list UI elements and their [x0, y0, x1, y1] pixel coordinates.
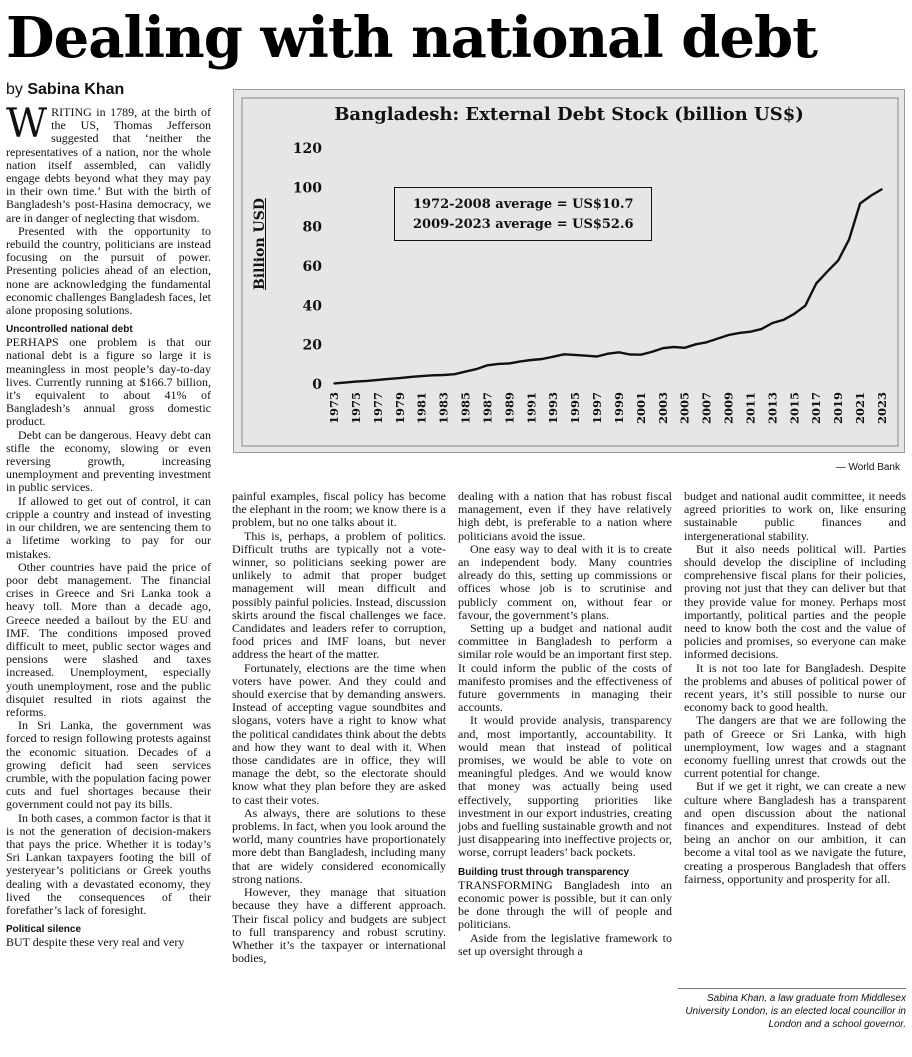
data-point: [487, 365, 489, 367]
annotation-line-1: 1972-2008 average = US$10.7: [413, 197, 634, 212]
data-point: [333, 383, 335, 385]
chart-source: — World Bank: [835, 462, 900, 473]
column-1: [6, 101, 211, 950]
headline: Dealing with national debt: [6, 5, 818, 71]
data-point: [454, 373, 456, 375]
x-tick-label: 2011: [743, 392, 758, 425]
y-tick-label: 80: [302, 219, 322, 236]
data-point: [596, 356, 598, 358]
byline: [6, 80, 124, 100]
x-tick-label: 2005: [677, 392, 692, 425]
data-point: [618, 352, 620, 354]
data-point: [607, 353, 609, 355]
data-point: [651, 351, 653, 353]
column-2: [232, 490, 446, 965]
data-point: [498, 363, 500, 365]
author-bio: Sabina Khan, a law graduate from Middlesex University London, is an elected local councillor in London and a school governor.: [685, 993, 906, 1030]
data-point: [520, 361, 522, 363]
paragraph: This is, perhaps, a problem of politics. Difficult truths are typically not a vote-winner, so politicians seeking power are unlikely to admit that proper budget management will mean difficult and possibly painful policies. Instead, discussion skirts around the fiscal challenges we face. Candidates and leaders refer to corruption, food prices and IMF loans, but never address the heart of the matter.: [232, 528, 446, 662]
data-point: [826, 271, 828, 273]
bio-divider: [678, 988, 906, 989]
x-tick-label: 1981: [414, 392, 429, 425]
data-point: [585, 355, 587, 357]
x-tick-label: 2017: [809, 392, 824, 425]
x-tick-label: 1999: [611, 392, 626, 425]
paragraph: TRANSFORMING Bangladesh into an economic power is possible, but it can only be done through the will of people and politicians.: [458, 877, 672, 932]
paragraph: It would provide analysis, transparency and, most importantly, accountability. It would mean that instead of political promises, we would be able to vote on meaningful pledges. And we would know that money was actually being used effectively, supporting priorities like investment in our export industries, creating jobs and fuelling sustainable growth and not just disappearing into ineffective projects or, worse, corrupt leaders’ back pockets.: [458, 713, 672, 860]
y-tick-label: 60: [302, 259, 322, 275]
x-tick-label: 2023: [875, 392, 889, 425]
byline-author: Sabina Khan: [27, 81, 125, 98]
x-tick-label: 2001: [633, 392, 648, 425]
x-tick-label: 1985: [458, 392, 473, 425]
x-tick-label: 2003: [655, 392, 670, 425]
data-point: [870, 195, 872, 197]
paragraph: PERHAPS one problem is that our national debt is a figure so large it is meaningless in most people’s day-to-day lives. Currently running at $166.7 billion, it’s equivalent to about 41% of Bangladesh’s annual gross domestic product.: [6, 335, 211, 429]
data-point: [750, 331, 752, 333]
data-point: [410, 376, 412, 378]
paragraph: The dangers are that we are following the path of Greece or Sri Lanka, with high unemployment, low wages and a stagnant economy fuelling unrest that crowds out the current potential for change.: [684, 713, 906, 781]
data-point: [837, 260, 839, 262]
data-point: [640, 354, 642, 356]
data-point: [465, 371, 467, 373]
debt-chart: [233, 89, 905, 453]
y-tick-label: 120: [292, 141, 322, 157]
x-tick-label: 1995: [568, 392, 583, 425]
paragraph: budget and national audit committee, it needs agreed priorities to work on, like ensuring sustainable public finances and intergenerational stability.: [684, 489, 906, 543]
chart-y-label: Billion USD: [252, 198, 268, 290]
paragraph: However, they manage that situation because they have a different approach. Their fiscal policy and budgets are subject to full transparency and robust scrutiny. Whether it’s the taxpayer or international bodies,: [232, 885, 446, 966]
subheading: Uncontrolled national debt: [6, 324, 133, 336]
x-tick-label: 1977: [370, 392, 385, 425]
y-tick-label: 20: [302, 337, 322, 354]
dropcap: W: [6, 101, 48, 147]
data-point: [881, 188, 883, 190]
paragraph: BUT despite these very real and very: [6, 935, 185, 950]
data-point: [794, 313, 796, 315]
y-tick-label: 0: [312, 377, 322, 393]
paragraph: If allowed to get out of control, it can cripple a country and instead of investing in our children, we are sentencing them to a lifetime working to pay for our mistakes.: [6, 493, 211, 561]
data-point: [739, 332, 741, 334]
x-tick-label: 1993: [546, 392, 561, 425]
chart-title: Bangladesh: External Debt Stock (billion US$): [334, 104, 804, 125]
data-point: [761, 328, 763, 330]
data-point: [662, 347, 664, 349]
column-3: [458, 490, 672, 958]
x-tick-label: 2021: [853, 392, 868, 425]
paragraph: Fortunately, elections are the time when voters have power. And they could and should exercise that by demanding answers. Instead of accepting vague soundbites and slogans, voters have a right to know what the political candidates think about the debts and how they want to deal with it. When those candidates are in office, they will manage the debt, so the electorate should know what they plan before they are asked to cast their votes.: [232, 660, 446, 807]
chart-canvas: [234, 90, 906, 454]
paragraph: It is not too late for Bangladesh. Despite the problems and abuses of political power of recent years, it’s still possible to nurse our economy back to good health.: [684, 660, 906, 715]
x-tick-label: 1997: [590, 392, 605, 425]
x-tick-label: 1989: [502, 392, 517, 425]
data-point: [509, 363, 511, 365]
x-tick-label: 1983: [436, 392, 451, 425]
data-point: [717, 338, 719, 340]
data-point: [684, 347, 686, 349]
data-point: [432, 375, 434, 377]
data-point: [399, 377, 401, 379]
paragraph: In Sri Lanka, the government was forced to resign following protests against the economic situation. Decades of a growing deficit had seen services crumble, with the population facing power cuts and fuel shortages because their government could not pay its bills.: [6, 718, 211, 812]
data-point: [443, 374, 445, 376]
data-point: [355, 381, 357, 383]
paragraph: WRITING in 1789, at the birth of the US, Thomas Jefferson suggested that ‘neither the representatives of a nation, nor the whole nation itself assembled, can validly engage debts beyond what they may pay in their own time.’ But with the birth of Bangladesh’s post-Hasina democracy, we are in danger of neglecting that wisdom.: [6, 101, 211, 225]
subheading: Building trust through transparency: [458, 866, 630, 878]
column-4: [684, 490, 906, 886]
x-tick-label: 2015: [787, 392, 802, 425]
data-point: [563, 354, 565, 356]
annotation-line-2: 2009-2023 average = US$52.6: [413, 217, 634, 232]
paragraph: Other countries have paid the price of poor debt management. The financial crises in Greece and Sri Lanka took a heavy toll. More than a decade ago, Greece needed a bailout by the EU and IMF. The conditions imposed proved difficult to meet, public sector wages and pensions were slashed and taxes increased. Unemployment, especially youth unemployment, rose and the public disquiet resulted in riots against the reforms.: [6, 559, 211, 719]
data-point: [366, 380, 368, 382]
x-tick-label: 2009: [721, 392, 736, 425]
x-tick-label: 1979: [392, 392, 407, 425]
data-point: [552, 356, 554, 358]
x-tick-label: 1987: [480, 392, 495, 425]
data-point: [541, 358, 543, 360]
paragraph: But if we get it right, we can create a new culture where Bangladesh has a transparent and open discussion about the national finances and expenditures. Instead of debt being an anchor on our ambition, it can become a vital tool as we navigate the future, creating a prosperous Bangladesh that offers fairness, opportunity and prosperity for all.: [684, 779, 906, 886]
subheading: Political silence: [6, 924, 82, 936]
paragraph: But it also needs political will. Parties should develop the discipline of including comprehensive fiscal plans for their policies, proving not just that they can deliver but that they provide value for money. Perhaps most importantly, political parties and the people need to know both the cost and the value of policies and promises, so everyone can make informed decisions.: [684, 541, 906, 662]
byline-prefix: by: [6, 81, 23, 98]
data-point: [804, 305, 806, 307]
paragraph: dealing with a nation that has robust fiscal management, even if they have relatively high debt, is preferable to a nation where politicians avoid the issue.: [458, 489, 672, 543]
paragraph: Setting up a budget and national audit committee in Bangladesh to perform a similar role would be an important first step. It could inform the public of the costs of manifesto promises and the effectiveness of future governments in managing their accounts.: [458, 621, 672, 715]
data-point: [388, 378, 390, 380]
paragraph: In both cases, a common factor is that it is not the generation of decision-makers that pays the price. Whether it is today’s Sri Lankan taxpayers footing the bill of yesteryear’s politicians or Greek youths dealing with a devastated economy, they lived the consequences of their forefather’s lack of foresight.: [6, 810, 211, 917]
paragraph: Presented with the opportunity to rebuild the country, politicians are instead focusing on the pursuit of power. Presenting policies ahead of an election, none are acknowledging the fundamental economic challenges Bangladesh faces, let alone proposing solutions.: [6, 223, 211, 318]
paragraph: Debt can be dangerous. Heavy debt can stifle the economy, slowing or even reversing growth, increasing unemployment and preventing investment in public services.: [6, 427, 211, 495]
y-tick-label: 40: [302, 298, 322, 315]
data-point: [728, 334, 730, 336]
data-point: [706, 342, 708, 344]
data-point: [574, 354, 576, 356]
average-annotation: [394, 187, 652, 241]
data-point: [530, 359, 532, 361]
x-tick-label: 1973: [327, 392, 341, 425]
data-point: [772, 322, 774, 324]
data-point: [783, 319, 785, 321]
data-point: [673, 346, 675, 348]
data-point: [815, 283, 817, 285]
data-point: [421, 375, 423, 377]
x-tick-label: 2019: [831, 392, 846, 425]
data-point: [695, 343, 697, 345]
y-tick-label: 100: [292, 180, 322, 197]
x-tick-label: 2007: [699, 392, 714, 425]
x-tick-label: 2013: [765, 392, 780, 425]
data-point: [848, 239, 850, 241]
paragraph: painful examples, fiscal policy has become the elephant in the room; we know there is a problem, but no one talks about it.: [232, 489, 446, 530]
data-point: [377, 379, 379, 381]
paragraph: As always, there are solutions to these problems. In fact, when you look around the world, many countries have proportionately more debt than Bangladesh, including many that are widely considered economically strong nations.: [232, 805, 446, 886]
data-point: [629, 354, 631, 356]
data-point: [476, 368, 478, 370]
x-tick-label: 1975: [348, 392, 363, 425]
x-tick-label: 1991: [524, 392, 539, 425]
paragraph: Aside from the legislative framework to set up oversight through a: [458, 930, 672, 958]
data-point: [859, 203, 861, 205]
data-point: [344, 382, 346, 384]
paragraph: One easy way to deal with it is to create an independent body. Many countries already do this, setting up commissions or offices whose job is to scrutinise and publicly comment on, without fear or favour, the government’s plans.: [458, 541, 672, 622]
